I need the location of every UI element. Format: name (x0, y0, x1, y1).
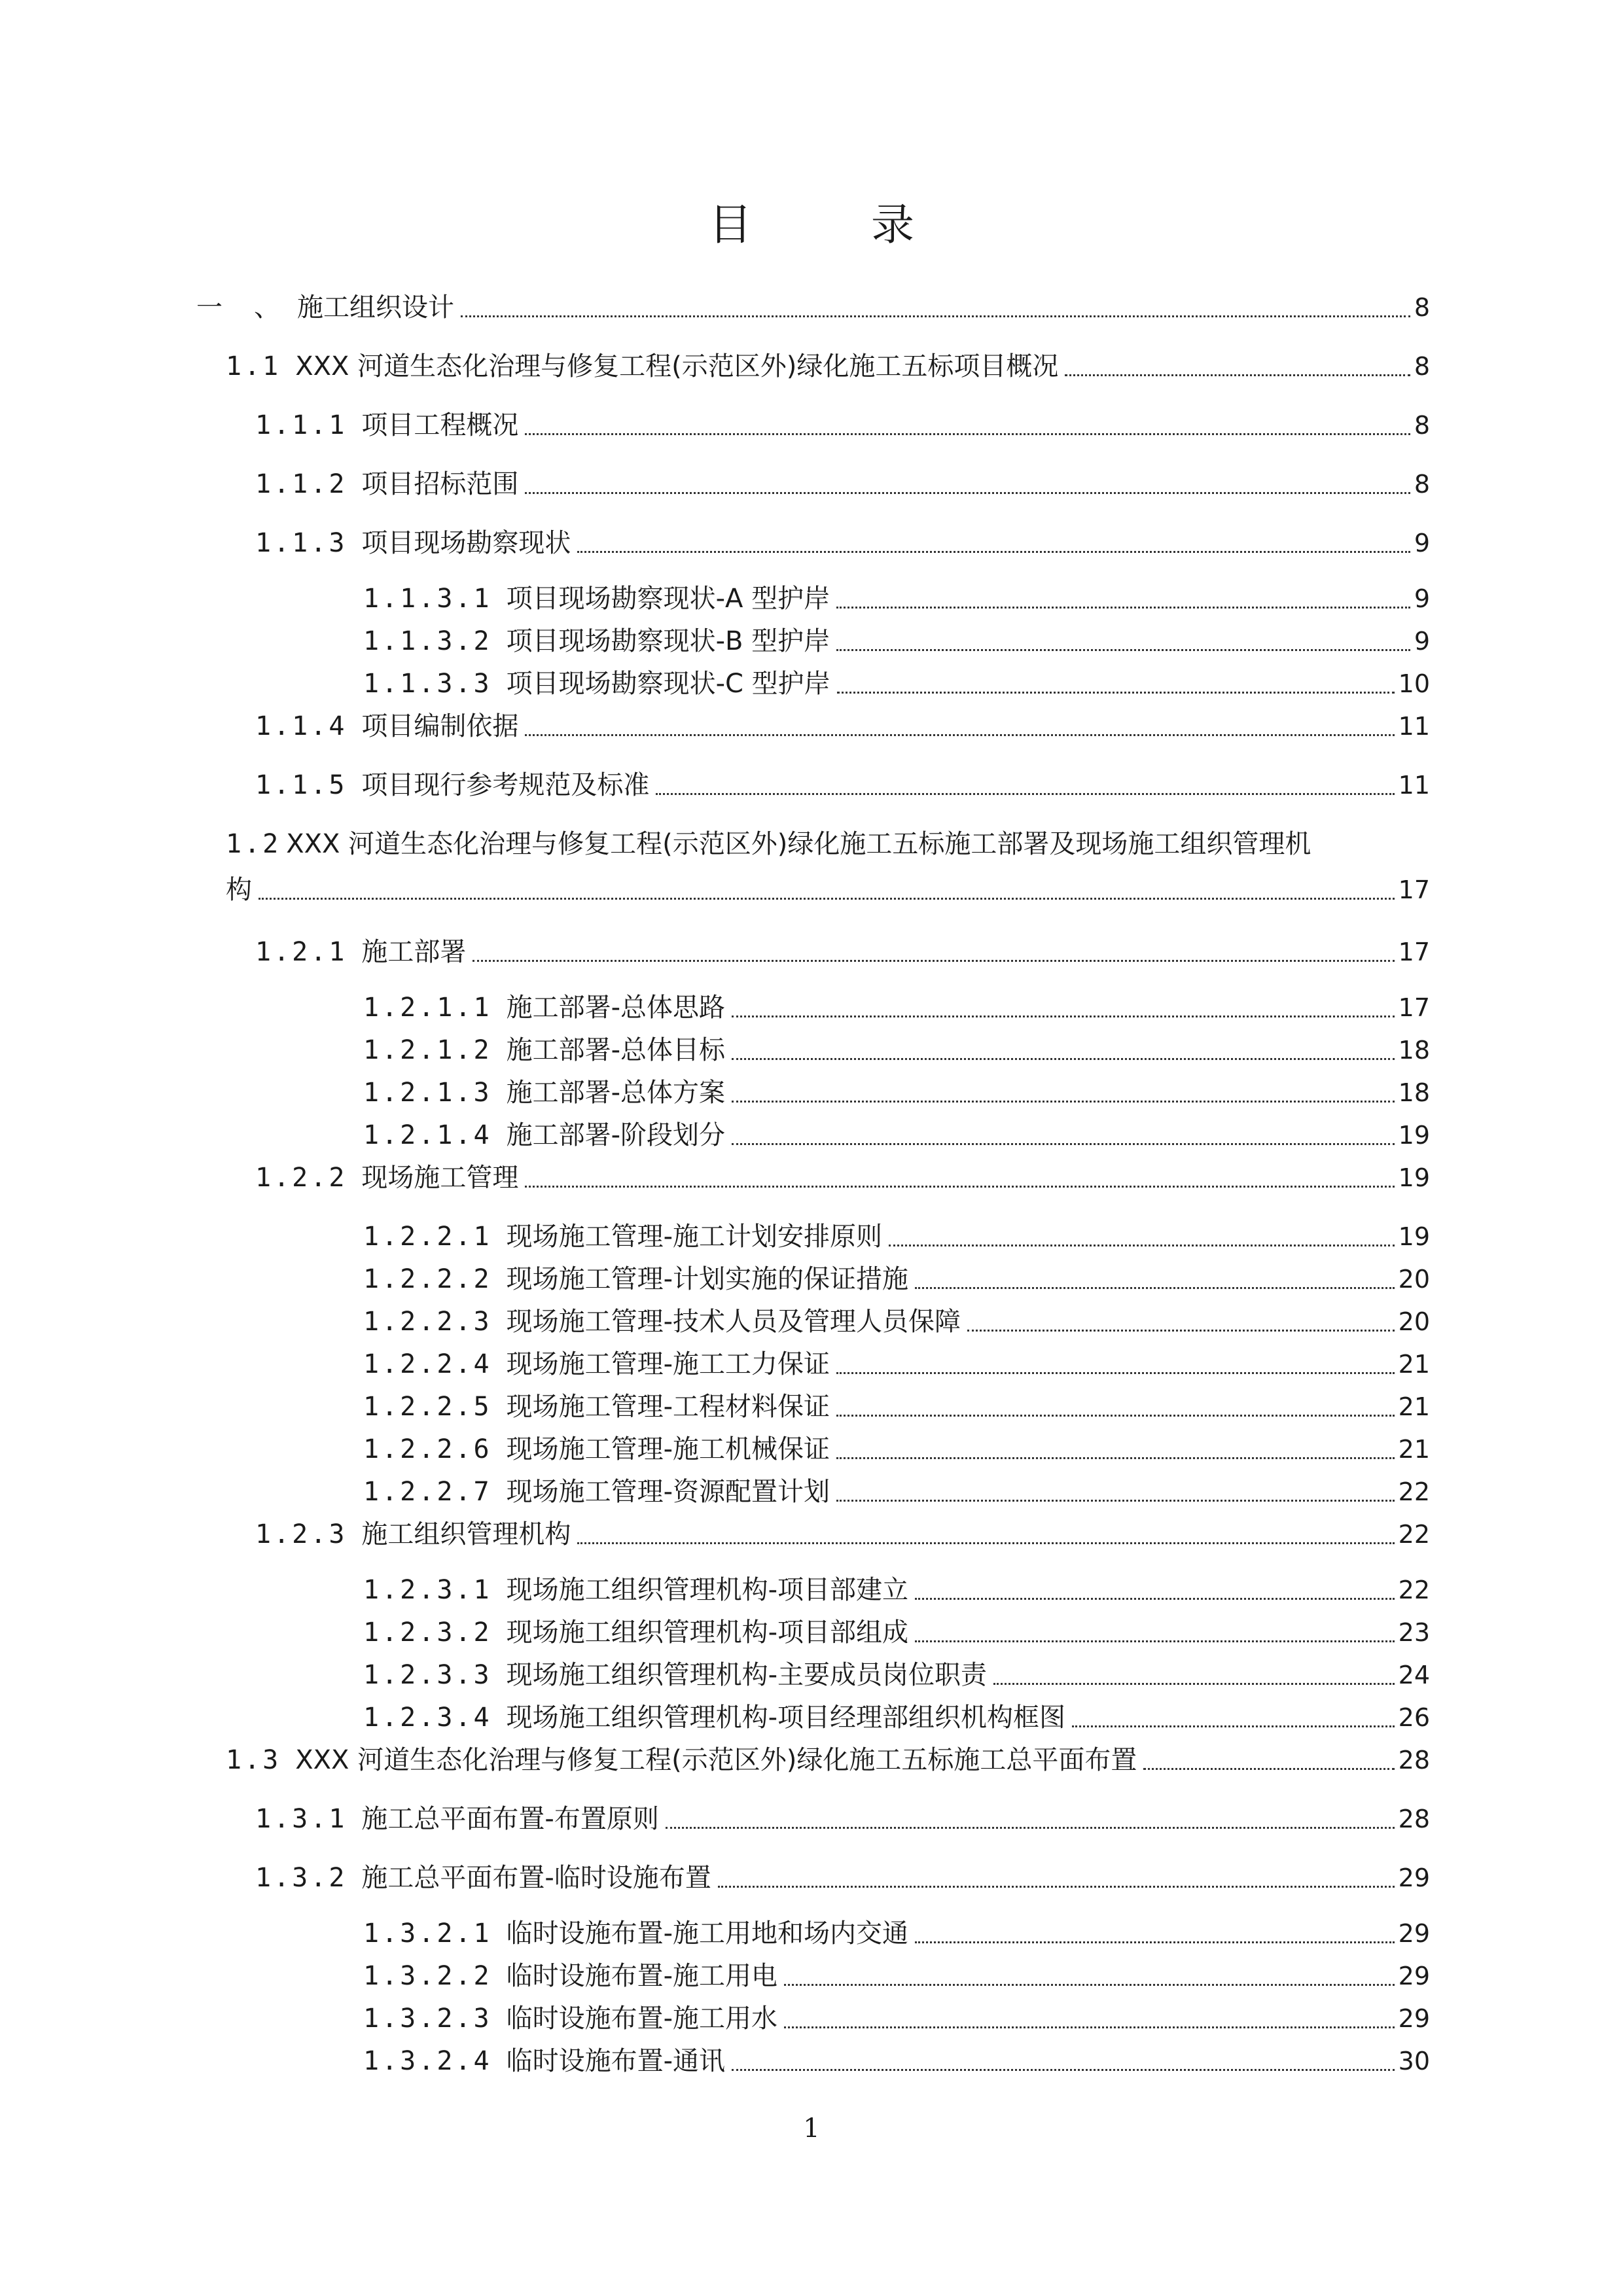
toc-entry[interactable] (255, 402, 1430, 442)
toc-entry[interactable] (363, 1695, 1430, 1734)
leader-dots (732, 1101, 1395, 1103)
toc-text: 施工部署-总体思路 (506, 993, 726, 1023)
toc-number: 1.2 (226, 829, 281, 859)
toc-page: 21 (1398, 1350, 1430, 1379)
leader-dots (967, 1330, 1395, 1332)
toc-text: XXX 河道生态化治理与修复工程(示范区外)绿化施工五标施工部署及现场施工组织管理机 (286, 829, 1311, 859)
toc-page: 20 (1398, 1307, 1430, 1336)
toc-page: 20 (1398, 1265, 1430, 1294)
toc-number: 1.1.2 (255, 469, 348, 499)
toc-page: 21 (1398, 1435, 1430, 1464)
toc-page: 28 (1398, 1746, 1430, 1775)
leader-dots (732, 1058, 1395, 1060)
toc-entry[interactable] (363, 1996, 1430, 2035)
toc-text: 施工组织管理机构 (361, 1519, 571, 1549)
toc-page: 29 (1398, 1863, 1430, 1892)
leader-dots (837, 692, 1395, 694)
toc-text: 现场施工组织管理机构-项目部建立 (506, 1575, 909, 1605)
toc-entry[interactable] (255, 703, 1430, 743)
toc-text: 施工部署-总体目标 (506, 1035, 726, 1065)
toc-text: 施工部署-阶段划分 (506, 1120, 726, 1150)
toc-page: 28 (1398, 1805, 1430, 1833)
leader-dots (577, 551, 1410, 553)
toc-text: 现场施工管理-资源配置计划 (506, 1477, 830, 1507)
toc-entry[interactable] (363, 1953, 1430, 1992)
toc-text: XXX 河道生态化治理与修复工程(示范区外)绿化施工五标施工总平面布置 (295, 1745, 1137, 1775)
toc-number: 1.2.2 (255, 1163, 348, 1193)
leader-dots (1065, 374, 1410, 376)
toc-entry[interactable] (363, 661, 1430, 700)
toc-page: 29 (1398, 2004, 1430, 2033)
toc-text: 施工组织设计 (297, 292, 454, 323)
toc-number: 1.1 (226, 351, 281, 381)
leader-dots (577, 1542, 1394, 1544)
leader-dots (836, 607, 1410, 609)
leader-dots (836, 1500, 1395, 1502)
toc-page: 22 (1398, 1520, 1430, 1549)
toc-entry[interactable] (363, 1027, 1430, 1067)
toc-entry[interactable] (226, 821, 1423, 860)
toc-page: 22 (1398, 1477, 1430, 1506)
toc-entry[interactable] (363, 1384, 1430, 1423)
toc-number: 1.2.2.6 (363, 1434, 492, 1464)
toc-number: 1.3.1 (255, 1804, 348, 1834)
leader-dots (993, 1683, 1395, 1685)
leader-dots (525, 433, 1410, 435)
leader-dots (889, 1245, 1395, 1246)
toc-text: 现场施工管理-计划实施的保证措施 (506, 1264, 909, 1294)
leader-dots (525, 1186, 1394, 1188)
toc-number: 1.3.2.4 (363, 2046, 492, 2076)
toc-page: 30 (1398, 2047, 1430, 2075)
toc-number: 1.2.2.2 (363, 1264, 492, 1294)
toc-entry[interactable] (363, 1299, 1430, 1338)
toc-text: 施工总平面布置-临时设施布置 (361, 1863, 711, 1893)
toc-page: 9 (1414, 627, 1430, 656)
toc-text: 现场施工管理-施工计划安排原则 (506, 1222, 883, 1252)
toc-entry[interactable] (363, 1469, 1430, 1508)
toc-page: 29 (1398, 1919, 1430, 1948)
toc-entry[interactable] (363, 1070, 1430, 1109)
toc-entry[interactable] (363, 1341, 1430, 1381)
toc-text: 现场施工管理-施工工力保证 (506, 1349, 830, 1379)
leader-dots (259, 898, 1395, 900)
toc-text: 项目现场勘察现状-C 型护岸 (506, 669, 830, 699)
toc-text: XXX 河道生态化治理与修复工程(示范区外)绿化施工五标项目概况 (295, 351, 1059, 381)
leader-dots (1143, 1768, 1394, 1770)
toc-number: 1.2.1.1 (363, 993, 492, 1023)
toc-entry[interactable] (363, 1652, 1430, 1691)
toc-entry[interactable] (196, 285, 1430, 324)
toc-number: 1.3 (226, 1745, 281, 1775)
toc-page: 17 (1398, 993, 1430, 1022)
leader-dots (915, 1287, 1395, 1289)
toc-text: 项目现场勘察现状 (361, 528, 571, 558)
toc-number: 1.1.3.1 (363, 584, 492, 614)
toc-text: 临时设施布置-施工用水 (506, 2004, 778, 2034)
toc-number: 1.2.2.7 (363, 1477, 492, 1507)
toc-number: 1.3.2 (255, 1863, 348, 1893)
toc-number: 1.2.1.3 (363, 1078, 492, 1108)
toc-text: 项目编制依据 (361, 711, 519, 741)
toc-entry[interactable] (255, 461, 1430, 501)
toc-page: 24 (1398, 1661, 1430, 1689)
page-title: 目 录 (709, 200, 952, 250)
toc-page: 8 (1414, 411, 1430, 440)
toc-text: 临时设施布置-通讯 (506, 2046, 726, 2076)
toc-entry[interactable] (255, 929, 1430, 968)
toc-number: 1.3.2.1 (363, 1918, 492, 1949)
toc-entry[interactable] (255, 1796, 1430, 1835)
leader-dots (525, 734, 1394, 736)
toc-number: 1.2.1 (255, 937, 348, 967)
leader-dots (915, 1941, 1395, 1943)
toc-number: 1.2.2.4 (363, 1349, 492, 1379)
leader-dots (732, 1143, 1395, 1145)
leader-dots (836, 649, 1410, 651)
toc-number: 1.2.3.2 (363, 1617, 492, 1648)
toc-page: 18 (1398, 1036, 1430, 1065)
toc-entry[interactable] (363, 1567, 1430, 1606)
toc-page: 19 (1398, 1163, 1430, 1192)
leader-dots (915, 1640, 1395, 1642)
toc-number: 1.2.2.3 (363, 1307, 492, 1337)
leader-dots (784, 2026, 1395, 2028)
toc-entry[interactable] (363, 1610, 1430, 1649)
toc-text: 现场施工管理-施工机械保证 (506, 1434, 830, 1464)
toc-text: 施工总平面布置-布置原则 (361, 1804, 659, 1834)
toc-number: 1.3.2.3 (363, 2004, 492, 2034)
toc-entry[interactable] (363, 1426, 1430, 1466)
toc-entry[interactable] (255, 1155, 1430, 1194)
toc-number: 1.1.4 (255, 711, 348, 741)
toc-text: 施工部署 (361, 937, 467, 967)
toc-number: 1.2.3.3 (363, 1660, 492, 1690)
toc-entry[interactable] (363, 1256, 1430, 1296)
toc-text-continued: 构 (226, 875, 252, 905)
toc-text: 现场施工组织管理机构-主要成员岗位职责 (506, 1660, 988, 1690)
toc-page: 17 (1398, 938, 1430, 966)
leader-dots (473, 960, 1394, 962)
leader-dots (718, 1886, 1395, 1888)
toc-page: 8 (1414, 293, 1430, 322)
leader-dots (836, 1457, 1395, 1459)
toc-page: 17 (1398, 875, 1430, 904)
toc-text: 临时设施布置-施工用电 (506, 1961, 778, 1991)
toc-page: 21 (1398, 1392, 1430, 1421)
toc-page: 11 (1398, 771, 1430, 800)
leader-dots (656, 793, 1394, 795)
toc-page: 19 (1398, 1121, 1430, 1150)
toc-text: 项目工程概况 (361, 410, 519, 440)
toc-text: 现场施工组织管理机构-项目部组成 (506, 1617, 909, 1648)
toc-entry[interactable] (226, 1737, 1430, 1776)
toc-page: 11 (1398, 712, 1430, 741)
footer-page-number: 1 (803, 2113, 820, 2144)
toc-entry[interactable] (363, 1214, 1430, 1253)
leader-dots (666, 1827, 1395, 1829)
toc-page: 19 (1398, 1222, 1430, 1251)
toc-number: 1.2.3 (255, 1519, 348, 1549)
toc-entry[interactable] (255, 1855, 1430, 1894)
toc-text: 现场施工管理-工程材料保证 (506, 1392, 830, 1422)
toc-entry[interactable] (255, 762, 1430, 802)
leader-dots (525, 492, 1410, 494)
toc-number: 1.2.3.4 (363, 1703, 492, 1733)
leader-dots (732, 1016, 1395, 1017)
toc-page: 26 (1398, 1703, 1430, 1732)
toc-number: 1.2.3.1 (363, 1575, 492, 1605)
toc-entry[interactable] (363, 1112, 1430, 1152)
toc-number: 1.2.2.5 (363, 1392, 492, 1422)
toc-entry-continued[interactable] (226, 867, 1430, 906)
leader-dots (836, 1372, 1395, 1374)
leader-dots (732, 2069, 1395, 2071)
toc-page: 9 (1414, 584, 1430, 613)
toc-entry[interactable] (363, 985, 1430, 1024)
toc-number: 1.1.1 (255, 410, 348, 440)
toc-text: 项目招标范围 (361, 469, 519, 499)
toc-page: 8 (1414, 352, 1430, 381)
toc-text: 项目现场勘察现状-B 型护岸 (506, 626, 830, 656)
toc-text: 现场施工管理 (361, 1163, 519, 1193)
toc-entry[interactable] (255, 1511, 1430, 1551)
leader-dots (461, 315, 1410, 317)
toc-page: 23 (1398, 1618, 1430, 1647)
toc-number: 1.3.2.2 (363, 1961, 492, 1991)
toc-page: 18 (1398, 1078, 1430, 1107)
toc-number: 1.2.2.1 (363, 1222, 492, 1252)
toc-entry[interactable] (363, 576, 1430, 615)
leader-dots (836, 1415, 1395, 1417)
leader-dots (784, 1984, 1395, 1986)
toc-entry[interactable] (363, 618, 1430, 658)
toc-entry[interactable] (363, 2038, 1430, 2077)
toc-number: 1.1.3 (255, 528, 348, 558)
toc-page: 29 (1398, 1962, 1430, 1990)
leader-dots (915, 1598, 1395, 1600)
toc-number: 1.2.1.2 (363, 1035, 492, 1065)
toc-text: 现场施工组织管理机构-项目经理部组织机构框图 (506, 1703, 1066, 1733)
toc-number: 1.1.3.3 (363, 669, 492, 699)
toc-number: 1.1.3.2 (363, 626, 492, 656)
toc-text: 项目现场勘察现状-A 型护岸 (506, 584, 830, 614)
toc-entry[interactable] (255, 520, 1430, 559)
toc-page: 10 (1398, 669, 1430, 698)
toc-entry[interactable] (363, 1911, 1430, 1950)
toc-number: 1.2.1.4 (363, 1120, 492, 1150)
toc-text: 临时设施布置-施工用地和场内交通 (506, 1918, 909, 1949)
toc-number: 一 、 (196, 292, 283, 323)
toc-page: 8 (1414, 470, 1430, 499)
toc-text: 项目现行参考规范及标准 (361, 770, 650, 800)
toc-page: 22 (1398, 1576, 1430, 1604)
leader-dots (1072, 1725, 1395, 1727)
toc-number: 1.1.5 (255, 770, 348, 800)
toc-entry[interactable] (226, 344, 1430, 383)
toc-page: 9 (1414, 529, 1430, 557)
toc-text: 施工部署-总体方案 (506, 1078, 726, 1108)
toc-text: 现场施工管理-技术人员及管理人员保障 (506, 1307, 961, 1337)
